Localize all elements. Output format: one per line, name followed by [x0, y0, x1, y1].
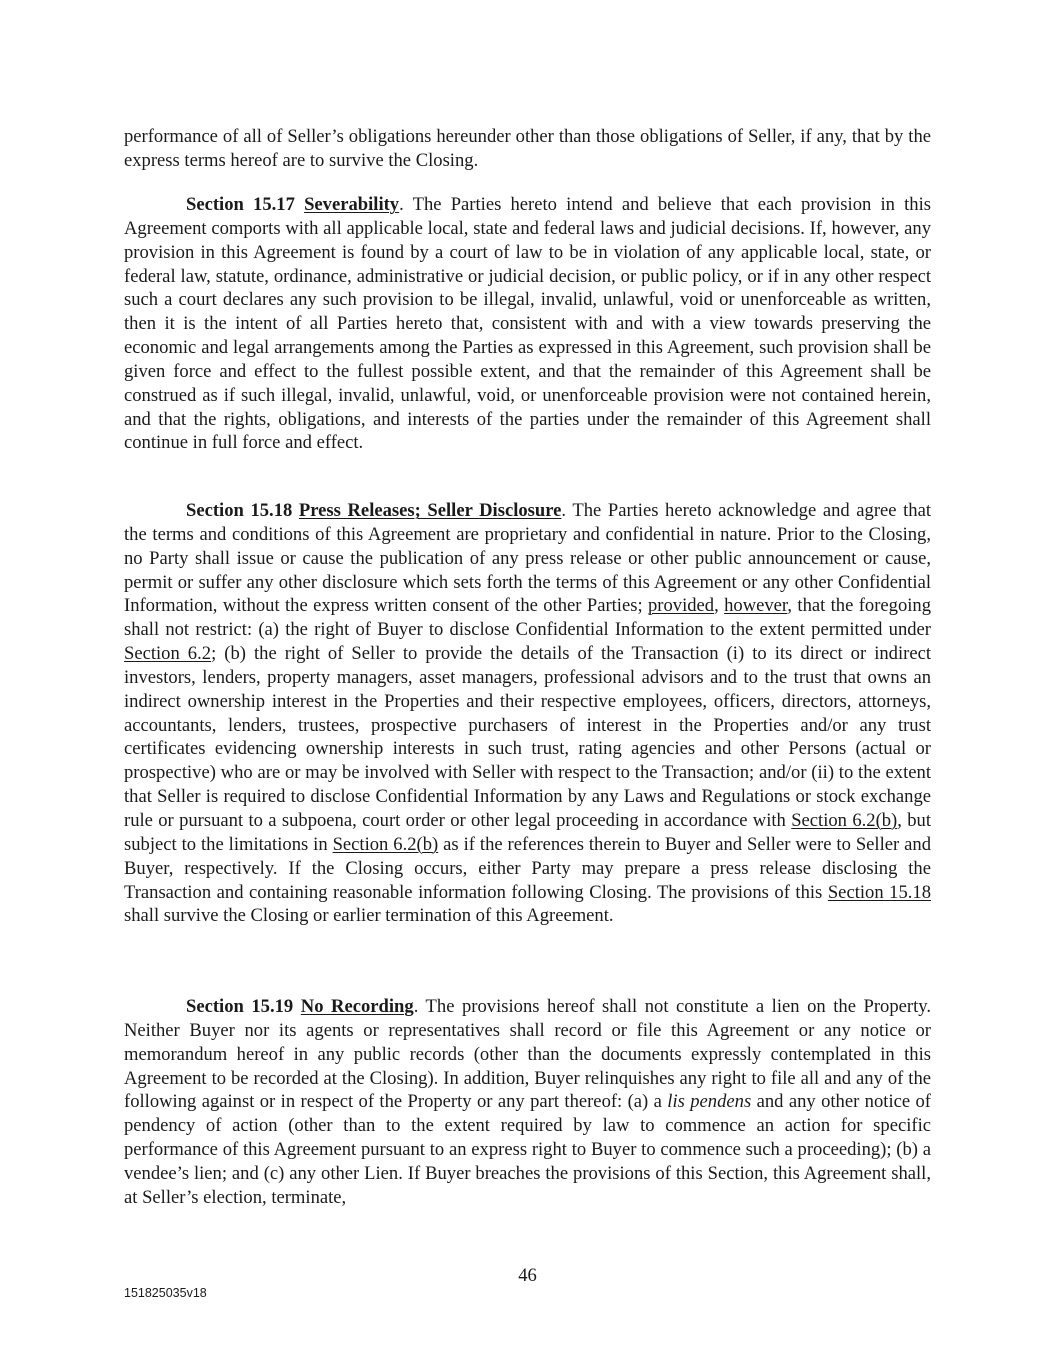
section-6-2-reference: Section 6.2 — [124, 643, 212, 665]
section-15-19-paragraph — [124, 995, 931, 1210]
section-15-18-title: Press Releases; Seller Disclosure — [298, 500, 562, 521]
section-15-19-title: No Recording — [300, 996, 414, 1017]
section-15-17-paragraph — [124, 193, 931, 455]
section-15-18-text-6: as if the references therein to Buyer and Seller were to Seller and Buyer, respectively. If the Closing occurs, either Party may prepare a press release disclosing the Transaction and containing reasonable information following Closing. The provisions of this — [124, 833, 931, 903]
section-15-18-text-2: , — [714, 595, 725, 617]
section-15-18-text-1: . The Parties hereto acknowledge and agree that the terms and conditions of this Agreement are proprietary and confidential in nature. Prior to the Closing, no Party shall issue or cause the publication of any press release or other public announcement or cause, permit or suffer any other disclosure which sets forth the terms of this Agreement or any other Confidential Information, without the express written consent of the other Parties; — [124, 500, 931, 617]
section-15-17-number: Section 15.17 — [186, 194, 295, 215]
page-number: 46 — [518, 1265, 537, 1286]
section-15-18-text-4: ; (b) the right of Seller to provide the details of the Transaction (i) to its direct or indirect investors, lenders, property managers, asset managers, professional advisors and to the trust that owns an indirect ownership interest in the Properties and their respective employees, officers, directors, attorneys, accountants, lenders, trustees, prospective purchasers of interest in the Properties and/or any trust certificates evidencing ownership interests in such trust, rating agencies and other Persons (actual or prospective) who are or may be involved with Seller with respect to the Transaction; and/or (ii) to the extent that Seller is required to disclose Confidential Information by any Laws and Regulations or stock exchange rule or pursuant to a subpoena, court order or other legal proceeding in accordance with — [124, 643, 931, 831]
section-15-19-number: Section 15.19 — [186, 996, 294, 1017]
section-15-17-title: Severability — [304, 194, 400, 215]
section-15-18-text-5: , but subject to the limitations in — [124, 809, 932, 855]
section-15-17-body: . The Parties hereto intend and believe that each provision in this Agreement comports with all applicable local, state and federal laws and judicial decisions. If, however, any provision in this Agreement is found by a court of law to be in violation of any applicable local, state, or federal law, statute, ordinance, administrative or judicial decision, or public policy, or if in any other respect such a court declares any such provision to be illegal, invalid, unlawful, void or unenforceable as written, then it is the intent of all Parties hereto that, consistent with and with a view towards preserving the economic and legal arrangements among the Parties as expressed in this Agreement, such provision shall be given force and effect to the fullest possible extent, and that the remainder of this Agreement shall be construed as if such illegal, invalid, unlawful, void, or unenforceable provision were not contained herein, and that the rights, obligations, and interests of the parties under the remainder of this Agreement shall continue in full force and effect. — [124, 194, 932, 454]
section-15-18-paragraph — [124, 499, 931, 928]
section-15-19-text-2: and any other notice of pendency of action (other than to the extent required by law to commence an action for specific performance of this Agreement pursuant to an express right to Buyer to commence such a proceeding); (b) a vendee’s lien; and (c) any other Lien. If Buyer breaches the provisions of this Section, this Agreement shall, at Seller’s election, terminate, — [124, 1091, 931, 1208]
section-15-18-number: Section 15.18 — [186, 500, 293, 521]
section-6-2b-reference-2: Section 6.2(b) — [332, 833, 439, 855]
section-15-18-reference: Section 15.18 — [827, 881, 931, 903]
section-15-18-text-3: , that the foregoing shall not restrict: (a) the right of Buyer to disclose Confidential Information to the extent permitted under — [124, 595, 931, 641]
section-15-19-text-1: . The provisions hereof shall not constitute a lien on the Property. Neither Buyer nor its agents or representatives shall record or file this Agreement or any notice or memorandum hereof in any public records (other than the documents expressly contemplated in this Agreement to be recorded at the Closing). In addition, Buyer relinquishes any right to file all and any of the following against or in respect of the Property or any part thereof: (a) a — [124, 996, 931, 1113]
provided-term: provided — [647, 595, 715, 617]
continuation-text: performance of all of Seller’s obligations hereunder other than those obligations of Seller, if any, that by the express terms hereof are to survive the Closing. — [124, 126, 931, 171]
document-id: 151825035v18 — [124, 1286, 207, 1300]
section-6-2b-reference: Section 6.2(b) — [791, 809, 898, 831]
lis-pendens-term: lis pendens — [667, 1091, 752, 1113]
continuation-paragraph — [124, 125, 931, 173]
however-term: however — [724, 595, 788, 617]
section-15-18-text-7: shall survive the Closing or earlier termination of this Agreement. — [124, 905, 614, 927]
